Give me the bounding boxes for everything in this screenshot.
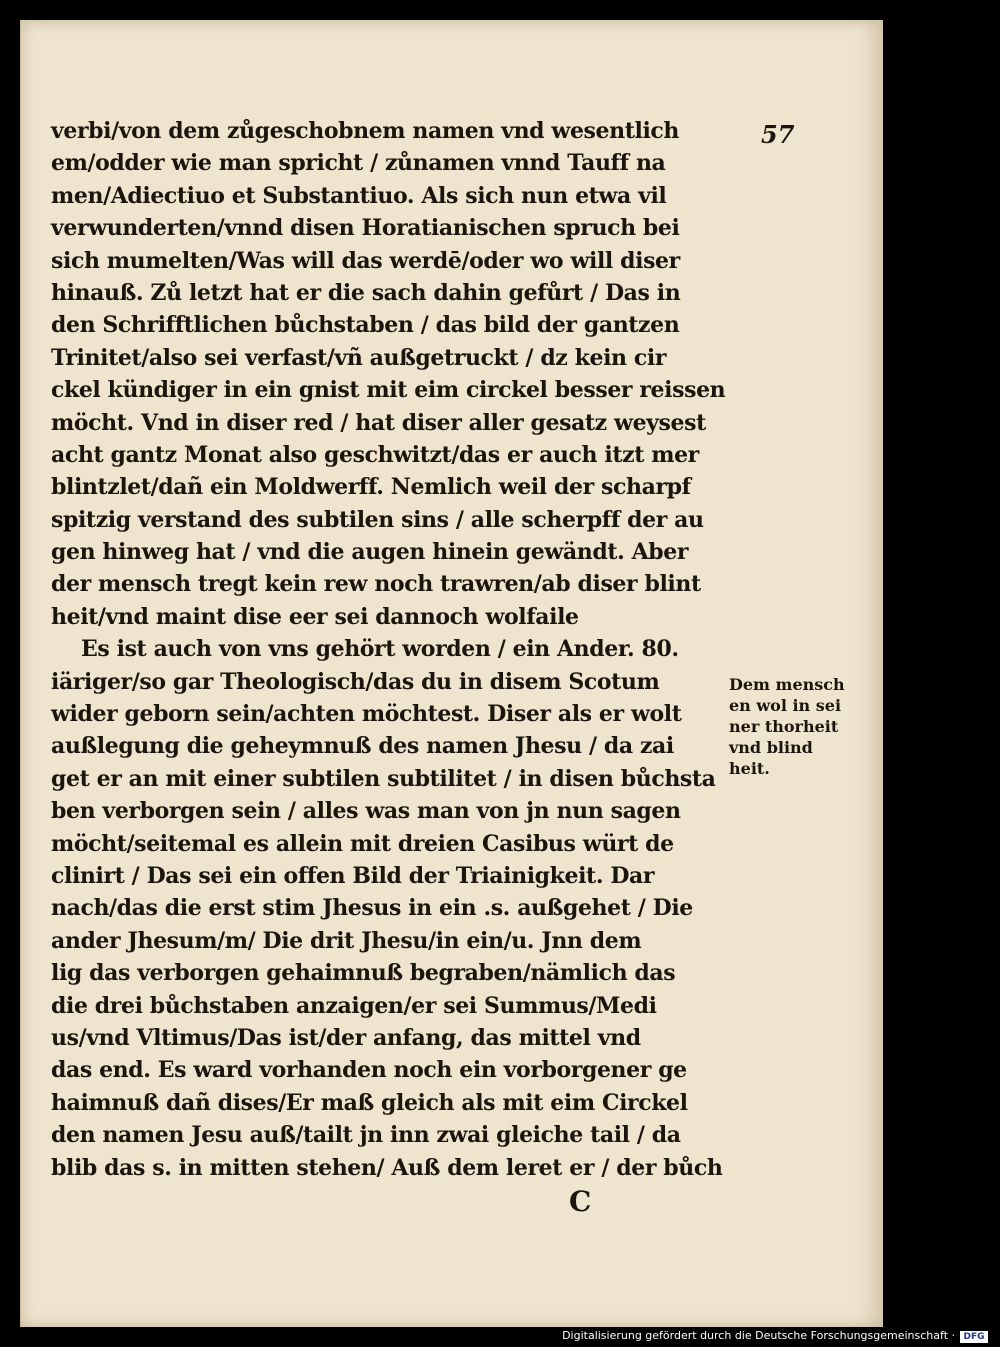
text-line: Trinitet/also sei verfast/vñ außgetruckt / dz kein cir xyxy=(51,344,667,371)
text-line: men/Adiectiuo et Substantiuo. Als sich nun etwa vil xyxy=(51,182,667,209)
footer-bar xyxy=(0,1327,1000,1347)
text-line: den Schrifftlichen bůchstaben / das bild der gantzen xyxy=(51,312,680,339)
text-line: us/vnd Vltimus/Das ist/der anfang, das mittel vnd xyxy=(51,1024,641,1051)
text-line: acht gantz Monat also geschwitzt/das er auch itzt mer xyxy=(51,441,699,468)
marginal-line: Dem mensch xyxy=(729,675,845,694)
text-line: verbi/von dem zůgeschobnem namen vnd wesentlich xyxy=(51,118,679,144)
text-line: haimnuß dañ dises/Er maß gleich als mit eim Circkel xyxy=(51,1089,688,1116)
text-line: ckel kündiger in ein gnist mit eim circkel besser reissen xyxy=(51,377,726,404)
text-line: das end. Es ward vorhanden noch ein vorborgener ge xyxy=(51,1057,687,1084)
text-line: heit/vnd maint dise eer sei dannoch wolfaile xyxy=(51,603,579,630)
text-line: außlegung die geheymnuß des namen Jhesu / da zai xyxy=(51,733,674,760)
text-line: clinirt / Das sei ein offen Bild der Triainigkeit. Dar xyxy=(51,862,655,889)
text-line: der mensch tregt kein rew noch trawren/ab diser blint xyxy=(51,571,701,598)
text-line: den namen Jesu auß/tailt jn inn zwai gleiche tail / da xyxy=(51,1122,681,1149)
text-line: lig das verborgen gehaimnuß begraben/nämlich das xyxy=(51,960,676,987)
text-line: iäriger/so gar Theologisch/das du in disem Scotum xyxy=(51,668,660,695)
page-number: 57 xyxy=(761,120,795,149)
text-line: ander Jhesum/m/ Die drit Jhesu/in ein/u. Jnn dem xyxy=(51,927,642,954)
text-line: verwunderten/vnnd disen Horatianischen spruch bei xyxy=(51,215,680,242)
catchword: C xyxy=(569,1185,592,1218)
dfg-logo-icon: DFG xyxy=(960,1331,988,1343)
marginal-line: vnd blind xyxy=(729,738,813,757)
text-line: hinauß. Zů letzt hat er die sach dahin gefůrt / Das in xyxy=(51,279,681,306)
text-line: die drei bůchstaben anzaigen/er sei Summus/Medi xyxy=(51,992,657,1019)
text-line: em/odder wie man spricht / zůnamen vnnd Tauff na xyxy=(51,150,666,177)
marginal-line: en wol in sei xyxy=(729,696,842,715)
text-line: möcht. Vnd in diser red / hat diser aller gesatz weysest xyxy=(51,409,706,436)
text-line: blintzlet/dañ ein Moldwerff. Nemlich weil der scharpf xyxy=(51,474,691,501)
text-line: Es ist auch von vns gehört worden / ein Ander. 80. xyxy=(81,636,679,663)
funding-credit: Digitalisierung gefördert durch die Deutsche Forschungsgemeinschaft · xyxy=(562,1329,955,1342)
marginal-note xyxy=(729,674,879,779)
text-line: möcht/seitemal es allein mit dreien Casibus würt de xyxy=(51,830,674,857)
text-line: get er an mit einer subtilen subtilitet / in disen bůchsta xyxy=(51,765,716,792)
text-line: gen hinweg hat / vnd die augen hinein gewändt. Aber xyxy=(51,539,689,566)
marginal-line: heit. xyxy=(729,759,770,778)
text-line: wider geborn sein/achten möchtest. Diser als er wolt xyxy=(51,701,682,728)
book-page xyxy=(20,20,883,1327)
text-line: blib das s. in mitten stehen/ Auß dem leret er / der bůch xyxy=(51,1154,723,1181)
text-line: spitzig verstand des subtilen sins / alle scherpff der au xyxy=(51,506,704,533)
text-line: nach/das die erst stim Jhesus in ein .s. außgehet / Die xyxy=(51,895,693,922)
text-line: ben verborgen sein / alles was man von jn nun sagen xyxy=(51,798,681,825)
marginal-line: ner thorheit xyxy=(729,717,839,736)
body-text xyxy=(51,115,741,1184)
text-line: sich mumelten/Was will das werdē/oder wo will diser xyxy=(51,247,680,274)
